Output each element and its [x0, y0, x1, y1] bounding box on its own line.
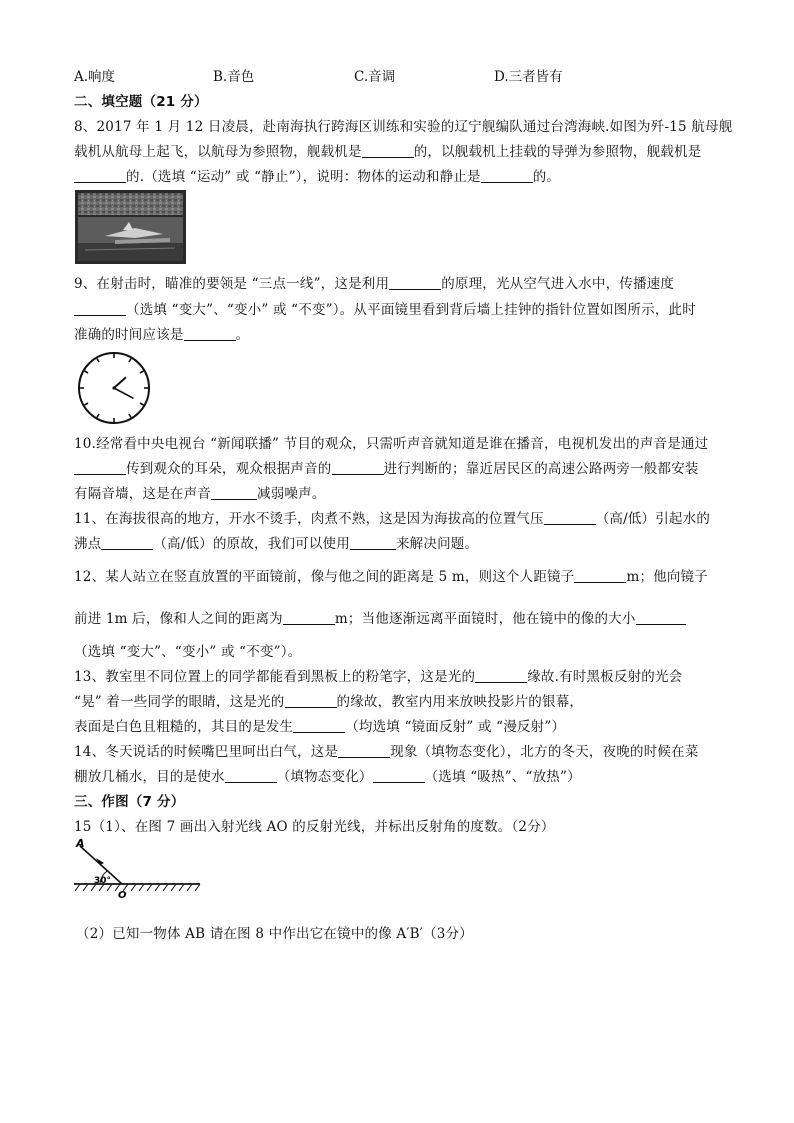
q12-line-1 [74, 565, 708, 585]
q11-text: 来解决问题。 [395, 536, 479, 552]
q10-line-3 [74, 482, 326, 502]
q12-blank-1[interactable] [574, 568, 626, 583]
q13-blank-1[interactable] [475, 668, 527, 683]
q14-line-1 [74, 740, 699, 760]
q8-blank-1[interactable] [362, 143, 414, 158]
q14-blank-3[interactable] [373, 768, 425, 783]
q11-text: （高/低）引起水的 [595, 511, 711, 527]
q10-text: 有隔音墙，这是在声音 [74, 486, 211, 502]
clock-icon [76, 350, 152, 426]
q11-blank-1[interactable] [544, 510, 596, 525]
q15-line-1: 15（1）、在图 7 画出入射光线 AO 的反射光线，并标出反射角的度数。（2分） [74, 819, 555, 835]
q14-blank-1[interactable] [338, 743, 390, 758]
point-a-label: A [76, 837, 85, 850]
q11-blank-2[interactable] [101, 535, 153, 550]
q9-line-2 [74, 298, 696, 318]
q8-blank-2[interactable] [74, 168, 126, 183]
q13-line-3 [74, 715, 565, 735]
option-b: B.音色 [213, 69, 255, 85]
q13-text: 的缘故，教室内用来放映投影片的银幕， [336, 694, 584, 710]
q13-text: 缘故.有时黑板反射的光会 [527, 669, 683, 685]
q8-text: 载机从航母上起飞，以航母为参照物，舰载机是 [74, 144, 362, 160]
point-o-label: O [118, 890, 127, 899]
option-a: A.响度 [74, 69, 116, 85]
q8-line-3 [74, 165, 560, 185]
reflection-diagram [74, 837, 204, 899]
q10-line-1: 10.经常看中央电视台 “新闻联播” 节目的观众，只需听声音就知道是谁在播音，电视机发出的声音是通过 [74, 436, 709, 452]
q11-text: 11、在海拔很高的地方，开水不烫手，肉煮不熟，这是因为海拔高的位置气压 [74, 511, 544, 527]
option-c: C.音调 [354, 69, 396, 85]
q8-text: 的。 [532, 169, 561, 185]
q9-text: （选填 “变大”、“变小” 或 “不变”）。从平面镜里看到背后墙上挂钟的指针位置如图所示，此时 [126, 302, 696, 318]
q12-text: m；他向镜子 [626, 569, 708, 585]
q9-text: 准确的时间应该是 [74, 327, 184, 343]
q12-line-2 [74, 607, 686, 627]
q15-line-2: （2）已知一物体 AB 请在图 8 中作出它在镜中的像 A′B′（3分） [76, 926, 473, 942]
q10-text: 进行判断的；靠近居民区的高速公路两旁一般都安装 [383, 461, 699, 477]
q11-text: 沸点 [74, 536, 102, 552]
q10-line-2 [74, 457, 699, 477]
q9-text: 9、在射击时，瞄准的要领是 “三点一线”，这是利用 [74, 276, 390, 292]
q12-text: 12、某人站立在竖直放置的平面镜前，像与他之间的距离是 5 m，则这个人距镜子 [74, 569, 575, 585]
q13-line-2 [74, 690, 583, 710]
q8-line-1: 8、2017 年 1 月 12 日凌晨，赴南海执行跨海区训练和实验的辽宁舰编队通过台湾海峡.如图为歼-15 航母舰 [74, 119, 733, 135]
q10-blank-1[interactable] [74, 460, 126, 475]
q12-line-3: （选填 “变大”、“变小” 或 “不变”）。 [74, 644, 302, 660]
q13-text: （均选填 “镜面反射” 或 “漫反射”） [345, 719, 566, 735]
q13-line-1 [74, 665, 682, 685]
q12-blank-3[interactable] [636, 610, 686, 625]
section-drawing-title: 三、作图（7 分） [74, 794, 185, 810]
mirror-clock-figure [76, 350, 152, 426]
q8-text: 的.（选填 “运动” 或 “静止”），说明：物体的运动和静止是 [126, 169, 481, 185]
q13-blank-2[interactable] [285, 693, 337, 708]
q10-blank-2[interactable] [332, 460, 384, 475]
q14-blank-2[interactable] [225, 768, 277, 783]
option-d: D.三者皆有 [494, 69, 563, 85]
q9-blank-1[interactable] [389, 275, 441, 290]
q11-text: （高/低）的原故，我们可以使用 [153, 536, 350, 552]
q11-line-2 [74, 532, 478, 552]
q10-text: 减弱噪声。 [257, 486, 326, 502]
q10-text: 传到观众的耳朵，观众根据声音的 [126, 461, 332, 477]
q9-blank-2[interactable] [74, 301, 126, 316]
q13-text: 表面是白色且粗糙的，其目的是发生 [74, 719, 294, 735]
section-fill-in-title: 二、填空题（21 分） [74, 94, 208, 110]
q14-text: 棚放几桶水，目的是使水 [74, 769, 225, 785]
q12-text: 前进 1m 后，像和人之间的距离为 [74, 611, 283, 627]
q9-line-3 [74, 323, 249, 343]
q12-blank-2[interactable] [283, 610, 335, 625]
carrier-jet-photo [75, 190, 186, 264]
q14-text: （选填 “吸热”、“放热”） [424, 769, 581, 785]
q13-text: 13、教室里不同位置上的同学都能看到黑板上的粉笔字，这是光的 [74, 669, 476, 685]
q14-text: 现象（填物态变化），北方的冬天，夜晚的时候在菜 [390, 744, 699, 760]
q13-blank-3[interactable] [293, 718, 345, 733]
q14-line-2 [74, 765, 581, 785]
angle-label: 30° [94, 876, 112, 886]
q8-line-2 [74, 140, 701, 160]
q12-text: m；当他逐渐远离平面镜时，他在镜中的像的大小 [334, 611, 636, 627]
q11-blank-3[interactable] [350, 535, 396, 550]
q8-text: 的，以舰载机上挂载的导弹为参照物，舰载机是 [413, 144, 702, 160]
q9-line-1 [74, 272, 674, 292]
q10-blank-3[interactable] [211, 485, 257, 500]
q11-line-1 [74, 507, 710, 527]
q9-text: 。 [235, 327, 250, 343]
q13-text: “晃” 着一些同学的眼睛，这是光的 [74, 694, 285, 710]
q9-blank-3[interactable] [184, 326, 236, 341]
q14-text: （填物态变化） [276, 769, 373, 785]
q8-blank-3[interactable] [481, 168, 533, 183]
q9-text: 的原理，光从空气进入水中，传播速度 [441, 276, 675, 292]
q14-text: 14、冬天说话的时候嘴巴里呵出白气，这是 [74, 744, 339, 760]
